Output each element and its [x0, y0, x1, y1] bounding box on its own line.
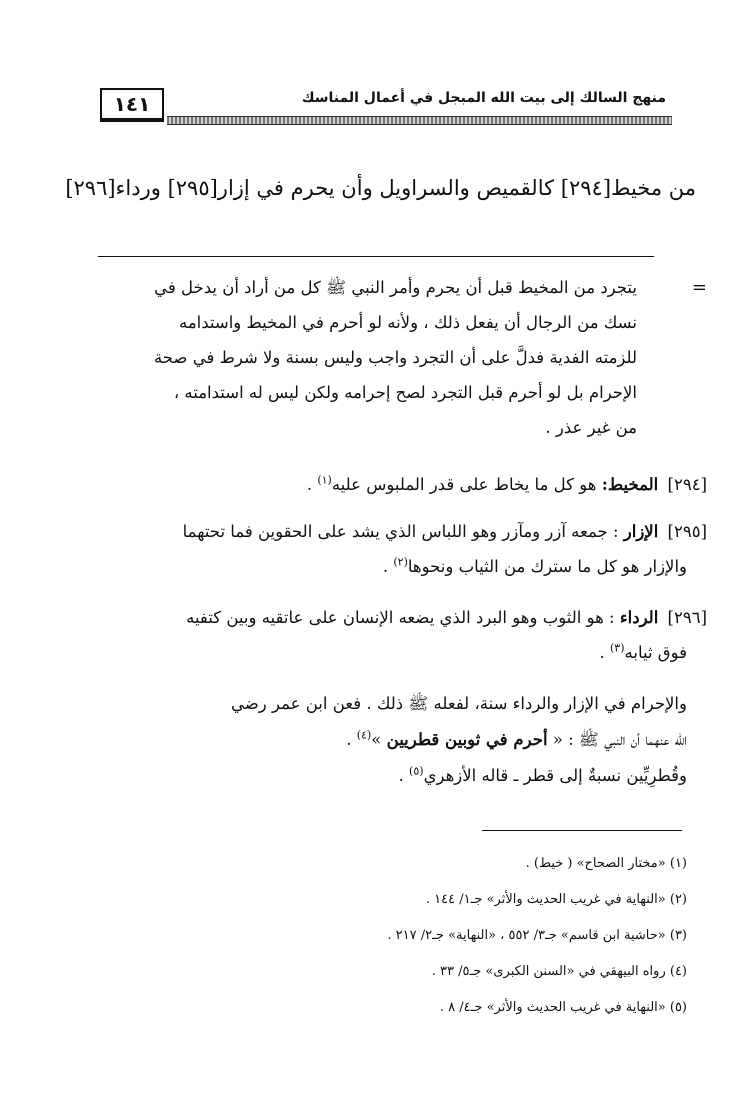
commentary-line: الإحرام بل لو أحرم قبل التجرد لصح إحرامه ولكن ليس له استدامته ، [173, 383, 637, 402]
note-text: هو كل ما يخاط على قدر الملبوس عليه [331, 475, 597, 494]
footnote-ref: (٢) [393, 555, 408, 569]
footnote: (٣) «حاشية ابن قاسم» جـ٣/ ٥٥٢ ، «النهاية» جـ٢/ ٢١٧ . [387, 928, 687, 943]
note-entry-294 [97, 467, 707, 502]
note-text: : هو الثوب وهو البرد الذي يضعه الإنسان على عاتقيه وبين كتفيه [186, 608, 615, 627]
main-text: من مخيط[٢٩٤] كالقميص والسراويل وأن يحرم في إزار[٢٩٥] ورداء[٢٩٦] [65, 176, 696, 200]
footnote-ref: (١) [317, 473, 332, 487]
note-text: فوق ثيابه [624, 643, 687, 662]
footnote: (٢) «النهاية في غريب الحديث والأثر» جـ١/ ١٤٤ . [425, 892, 687, 907]
main-separator [98, 256, 654, 257]
commentary-line: للزمته الفدية فدلَّ على أن التجرد واجب وليس بسنة ولا شرط في صحة [153, 348, 637, 367]
paragraph-line: والإحرام في الإزار والرداء سنة، لفعله ﷺ ذلك . فعن ابن عمر رضي [231, 694, 687, 713]
note-text: والإزار هو كل ما سترك من الثياب ونحوها [407, 557, 687, 576]
note-term: المخيط: [601, 475, 659, 494]
note-text: : جمعه آزر ومآزر وهو اللباس الذي يشد على الحقوين فما تحتهما [182, 522, 619, 541]
footnote-ref: (٥) [409, 764, 424, 778]
note-end: . [382, 557, 389, 576]
footnote: (٤) رواه البيهقي في «السنن الكبرى» جـ٥/ ٣٣ . [431, 964, 687, 979]
footnote-ref: (٣) [609, 641, 625, 655]
book-title: منهج السالك إلى بيت الله المبجل في أعمال المناسك [301, 90, 666, 106]
continuation-mark: = [691, 277, 707, 298]
note-end: . [306, 475, 313, 494]
note-term: الإزار [623, 522, 659, 541]
note-entry-295 [97, 514, 707, 584]
commentary-line: يتجرد من المخيط قبل أن يحرم وأمر النبي ﷺ كل من أراد أن يدخل في [154, 278, 637, 297]
paragraph-line: الله عنهما أن النبي ﷺ : « أحرم في ثوبين قطريين »$^{(٤)}$ . [346, 728, 687, 749]
commentary-line: نسك من الرجال أن يفعل ذلك ، ولأنه لو أحرم في المخيط واستدامه [178, 313, 637, 332]
footnote: (١) «مختار الصحاح» ( خيط) . [525, 856, 687, 871]
note-number: [٢٩٦] [667, 608, 707, 627]
hadith-quote: أحرم في ثوبين قطريين [386, 730, 548, 749]
footnotes [87, 846, 687, 1026]
footnote-separator [482, 830, 682, 831]
footnote-ref: (٤) [356, 728, 372, 742]
paragraph-line: وقُطرِيِّين نسبةٌ إلى قطر ـ قاله الأزهري$^{(٥)}$ . [398, 764, 687, 785]
header-rule [167, 116, 672, 125]
footnote: (٥) «النهاية في غريب الحديث والأثر» جـ٤/ ٨ . [439, 1000, 687, 1015]
continued-commentary [97, 270, 707, 445]
note-term: الرداء [619, 608, 659, 627]
note-entry-296 [97, 600, 707, 670]
running-header [100, 88, 672, 128]
note-end: . [599, 643, 605, 662]
page-number: ١٤١ [100, 88, 164, 122]
ihram-paragraph [97, 686, 707, 794]
note-number: [٢٩٥] [667, 522, 707, 541]
note-number: [٢٩٤] [667, 475, 707, 494]
commentary-line: من غير عذر . [545, 418, 637, 437]
